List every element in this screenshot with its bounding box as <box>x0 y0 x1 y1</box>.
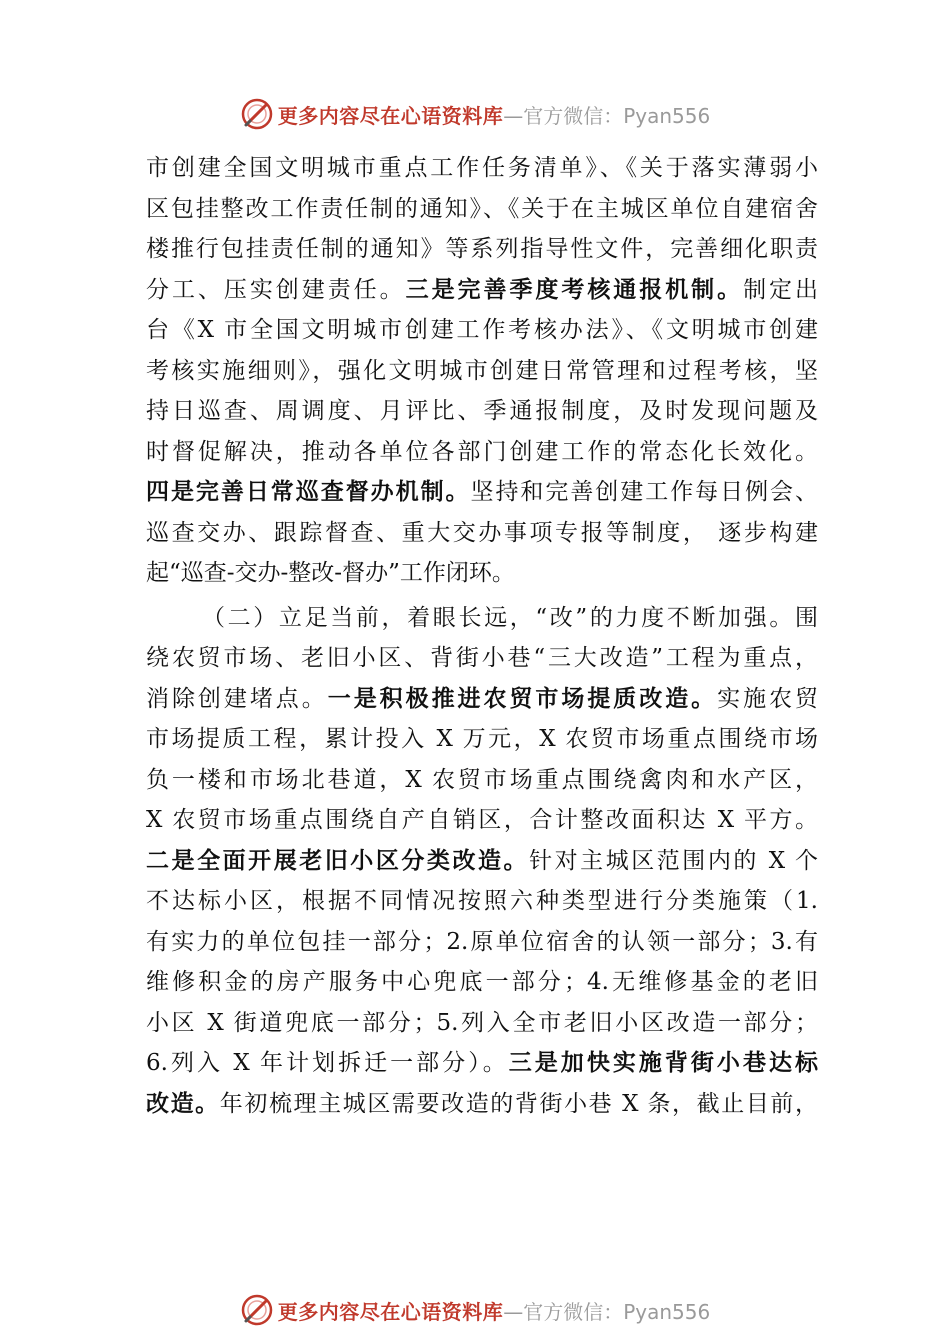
text-line <box>146 148 818 189</box>
text-line <box>146 719 818 760</box>
bold-heading-text: 三是完善季度考核通报机制。 <box>405 275 744 303</box>
body-text: 消除创建堵点。 <box>146 685 328 712</box>
body-text: 起“巡查-交办-整改-督办”工作闭环。 <box>146 560 515 586</box>
bold-heading-text: 二是全面开展老旧小区分类改造。 <box>146 846 530 874</box>
document-body <box>146 148 818 1124</box>
body-text: 负一楼和市场北巷道，X 农贸市场重点围绕禽肉和水产区， <box>146 766 818 793</box>
body-text: 考核实施细则》，强化文明城市创建日常管理和过程考核，坚 <box>146 357 818 384</box>
body-text: 持日巡查、周调度、月评比、季通报制度，及时发现问题及 <box>146 398 818 424</box>
watermark-title: 更多内容尽在心语资料库 <box>277 103 504 128</box>
text-line <box>146 472 818 513</box>
text-line <box>146 1003 818 1044</box>
text-line <box>146 270 818 311</box>
text-line <box>146 881 818 922</box>
body-text: 绕农贸市场、老旧小区、背街小巷“三大改造”工程为重点， <box>146 645 818 671</box>
text-line <box>146 1043 818 1084</box>
text-line <box>146 679 818 720</box>
text-line <box>146 922 818 963</box>
text-line <box>146 229 818 270</box>
body-text: 市创建全国文明城市重点工作任务清单》、《关于落实薄弱小 <box>146 155 818 181</box>
body-text: 区包挂整改工作责任制的通知》、《关于在主城区单位自建宿舍 <box>146 195 818 222</box>
text-line <box>146 351 818 392</box>
brush-logo-icon <box>240 97 274 131</box>
text-line <box>146 800 818 841</box>
watermark-wechat: —官方微信：Pyan556 <box>503 103 711 128</box>
text-line <box>146 513 818 554</box>
text-line <box>146 760 818 801</box>
text-line <box>146 391 818 432</box>
brush-logo-icon <box>240 1293 274 1327</box>
body-text: 维修积金的房产服务中心兜底一部分；4.无维修基金的老旧 <box>146 969 818 995</box>
bold-heading-text: 改造。 <box>146 1089 220 1117</box>
watermark-footer <box>0 1290 950 1330</box>
text-line <box>146 841 818 882</box>
text-line <box>146 638 818 679</box>
watermark-wechat: —官方微信：Pyan556 <box>503 1299 711 1324</box>
watermark-header <box>0 94 950 134</box>
body-text: 年初梳理主城区需要改造的背街小巷 X 条，截止目前， <box>219 1090 818 1117</box>
body-text: 有实力的单位包挂一部分；2.原单位宿舍的认领一部分；3.有 <box>146 928 818 955</box>
body-text: 不达标小区，根据不同情况按照六种类型进行分类施策（1. <box>146 888 818 914</box>
body-text: 小区 X 街道兜底一部分；5.列入全市老旧小区改造一部分； <box>146 1009 818 1036</box>
text-line <box>146 598 818 639</box>
text-line <box>146 1084 818 1125</box>
body-text: 实施农贸 <box>717 685 818 712</box>
body-text: 时督促解决，推动各单位各部门创建工作的常态化长效化。 <box>146 438 818 465</box>
body-text: （二）立足当前，着眼长远，“改”的力度不断加强。围 <box>202 604 818 631</box>
text-line <box>146 553 818 594</box>
bold-heading-text: 四是完善日常巡查督办机制。 <box>146 478 471 505</box>
watermark-title: 更多内容尽在心语资料库 <box>277 1299 504 1324</box>
body-text: 坚持和完善创建工作每日例会、 <box>470 479 818 505</box>
body-text: 巡查交办、跟踪督查、重大交办事项专报等制度， 逐步构建 <box>146 519 818 546</box>
body-text: 6.列入 X 年计划拆迁一部分）。 <box>146 1050 509 1076</box>
body-text: 市场提质工程，累计投入 X 万元，X 农贸市场重点围绕市场 <box>146 726 818 752</box>
body-text: X 农贸市场重点围绕自产自销区，合计整改面积达 X 平方。 <box>146 807 818 833</box>
text-line <box>146 962 818 1003</box>
text-line <box>146 432 818 473</box>
body-text: 楼推行包挂责任制的通知》等系列指导性文件，完善细化职责 <box>146 236 818 262</box>
bold-heading-text: 三是加快实施背街小巷达标 <box>508 1049 818 1076</box>
text-line <box>146 310 818 351</box>
text-line <box>146 189 818 230</box>
body-text: 针对主城区范围内的 X 个 <box>529 847 818 874</box>
body-text: 台《X 市全国文明城市创建工作考核办法》、《文明城市创建 <box>146 317 818 343</box>
bold-heading-text: 一是积极推进农贸市场提质改造。 <box>327 684 718 712</box>
body-text: 制定出 <box>743 276 818 303</box>
body-text: 分工、压实创建责任。 <box>146 276 406 303</box>
